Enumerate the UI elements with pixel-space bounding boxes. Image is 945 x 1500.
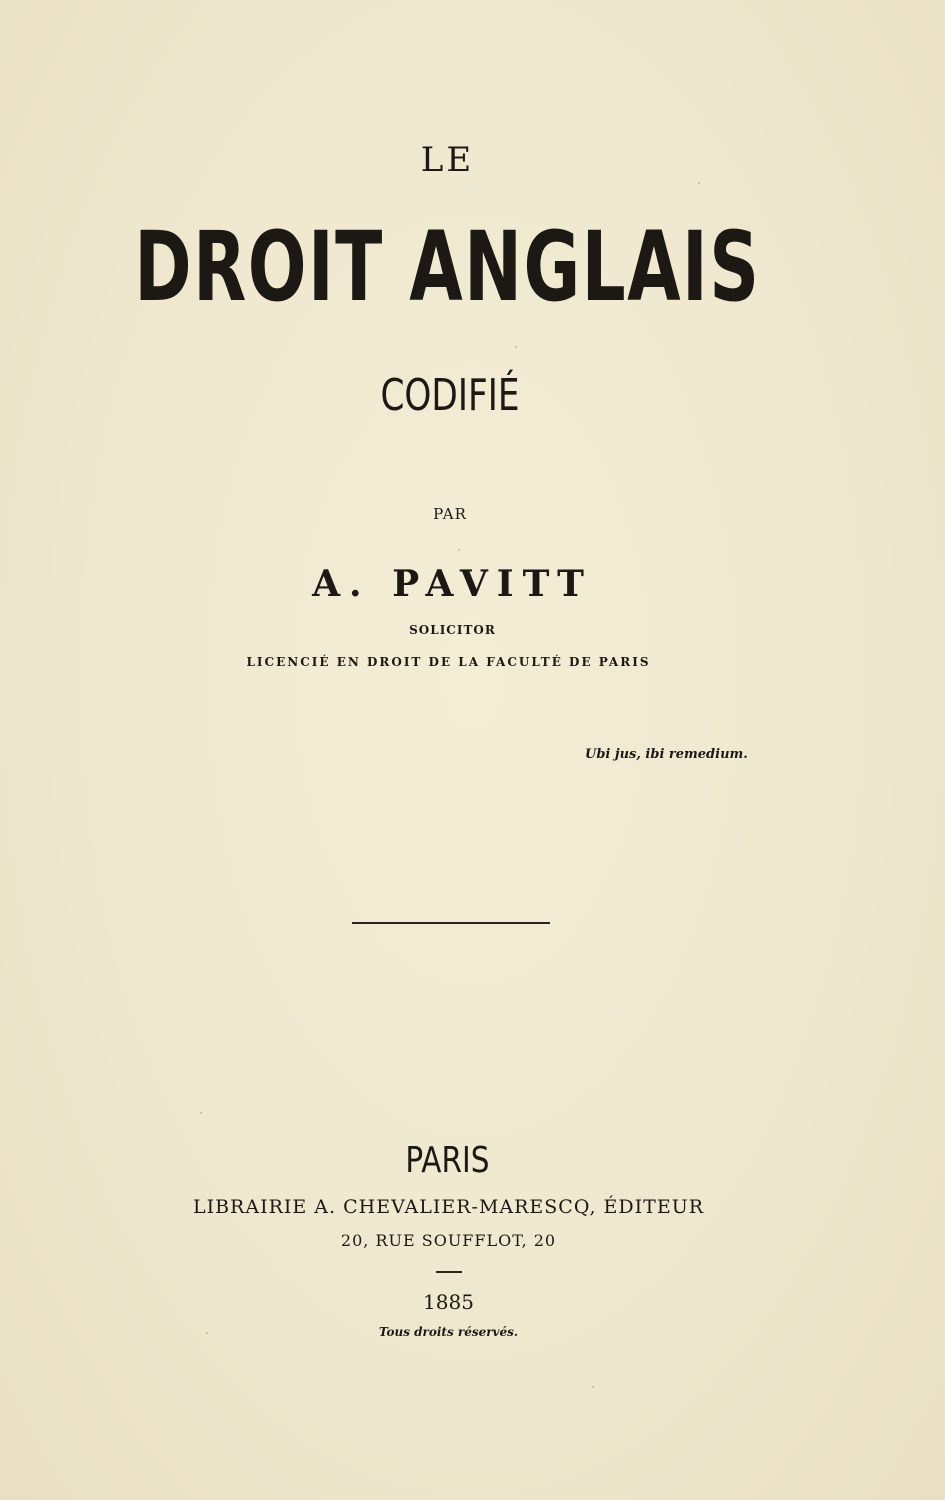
publisher-address: 20, RUE SOUFFLOT, 20 bbox=[340, 1231, 557, 1250]
paper-speck bbox=[698, 182, 700, 184]
short-divider bbox=[436, 1271, 462, 1273]
divider-rule bbox=[352, 922, 550, 924]
author-degree: LICENCIÉ EN DROIT DE LA FACULTÉ DE PARIS bbox=[246, 655, 651, 669]
author-name: A. PAVITT bbox=[312, 563, 593, 605]
book-subtitle: CODIFIÉ bbox=[380, 370, 520, 421]
paper-speck bbox=[458, 549, 460, 551]
title-article: LE bbox=[420, 140, 475, 180]
paper-speck bbox=[200, 1112, 202, 1114]
by-line: PAR bbox=[433, 505, 467, 523]
paper-speck bbox=[515, 346, 517, 348]
author-role: SOLICITOR bbox=[409, 623, 496, 637]
paper-speck bbox=[592, 1386, 594, 1388]
epigraph: Ubi jus, ibi remedium. bbox=[585, 747, 748, 762]
book-title: DROIT ANGLAIS bbox=[134, 211, 761, 323]
publication-city: PARIS bbox=[405, 1140, 490, 1181]
publisher-name: LIBRAIRIE A. CHEVALIER-MARESCQ, ÉDITEUR bbox=[192, 1196, 705, 1218]
rights-notice: Tous droits réservés. bbox=[378, 1325, 519, 1339]
publication-year: 1885 bbox=[423, 1290, 474, 1314]
